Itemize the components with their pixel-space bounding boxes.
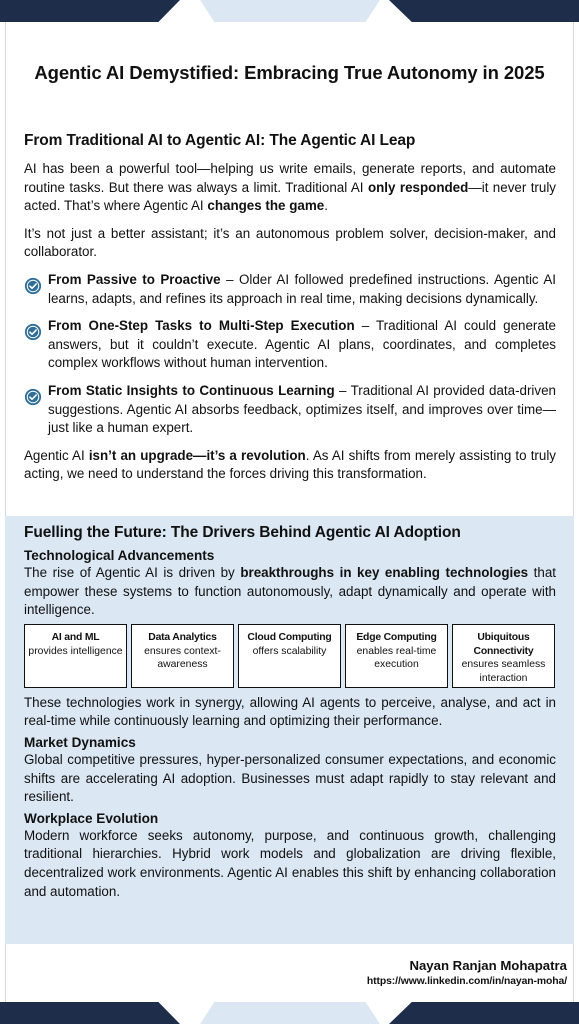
tech-box-ai-ml: AI and ML provides intelligence — [24, 624, 127, 688]
bottom-decorative-band — [0, 1002, 579, 1024]
technological-paragraph: The rise of Agentic AI is driven by breakthroughs in key enabling technologies that empower these systems to function autonomously, adapt dynamically and operate with intelligence. — [24, 565, 557, 618]
assistant-paragraph: It’s not just a better assistant; it’s an autonomous problem solver, decision-maker, and collaborator. — [24, 225, 556, 260]
bullet-text: – Older AI followed predefined instructions. Agentic AI learns, adapts, and refines its approach in real time, making decisions dynamically. — [48, 271, 556, 306]
verified-badge-icon — [24, 323, 42, 341]
author-footer — [367, 958, 567, 987]
revolution-paragraph: Agentic AI isn’t an upgrade—it’s a revolution. As AI shifts from merely assisting to truly acting, we need to understand the forces driving this transformation. — [24, 447, 556, 482]
section-heading: From Traditional AI to Agentic AI: The Agentic AI Leap — [24, 132, 416, 149]
synergy-paragraph: These technologies work in synergy, allowing AI agents to perceive, analyse, and act in real-time while continuously learning and optimizing their performance. — [24, 694, 556, 729]
intro-paragraph: AI has been a powerful tool—helping us write emails, generate reports, and automate routine tasks. But there was always a limit. Traditional AI only responded—it never truly acted. That’s where Agentic AI changes the game. — [24, 161, 557, 214]
subheading-technological: Technological Advancements — [24, 548, 215, 563]
bullet-item — [24, 271, 556, 308]
bullet-lead: From Static Insights to Continuous Learning — [48, 382, 335, 398]
verified-badge-icon — [24, 277, 42, 295]
author-name: Nayan Ranjan Mohapatra — [409, 958, 567, 973]
section-traditional-to-agentic — [24, 132, 556, 493]
page-title: Agentic AI Demystified: Embracing True Autonomy in 2025 — [34, 62, 545, 83]
section-drivers — [5, 516, 574, 944]
top-decorative-band — [0, 0, 579, 22]
tech-box-data-analytics: Data Analytics ensures context-awareness — [131, 624, 234, 688]
bullet-item — [24, 382, 556, 438]
workplace-paragraph: Modern workforce seeks autonomy, purpose, and continuous growth, challenging traditional hierarchies. Hybrid work models and globalization are driving flexible, decentralized work environments. Agentic AI enables this shift by enhancing collaboration and automation. — [24, 827, 556, 899]
tech-box-cloud-computing: Cloud Computing offers scalability — [238, 624, 341, 688]
section-heading: Fuelling the Future: The Drivers Behind Agentic AI Adoption — [24, 524, 461, 541]
market-paragraph: Global competitive pressures, hyper-personalized consumer expectations, and economic shifts are accelerating AI adoption. Businesses must adapt rapidly to stay relevant and resilient. — [24, 751, 556, 805]
bullet-item — [24, 317, 556, 373]
tech-box-edge-computing: Edge Computing enables real-time execution — [345, 624, 448, 688]
subheading-workplace: Workplace Evolution — [24, 810, 159, 826]
author-profile-link[interactable]: https://www.linkedin.com/in/nayan-moha/ — [366, 976, 567, 987]
bullet-text: – Traditional AI provided data-driven suggestions. Agentic AI absorbs feedback, optimizes itself, and improves over time—just like a human expert. — [48, 382, 556, 436]
bullet-lead: From Passive to Proactive — [48, 271, 221, 287]
bullet-lead: From One-Step Tasks to Multi-Step Execution — [48, 318, 355, 334]
technology-boxes — [24, 624, 556, 688]
subheading-market: Market Dynamics — [24, 734, 136, 750]
tech-box-ubiquitous-connectivity: Ubiquitous Connectivity ensures seamless interaction — [452, 624, 555, 688]
verified-badge-icon — [24, 388, 42, 406]
bullet-text: – Traditional AI could generate answers, but it couldn’t execute. Agentic AI plans, coordinates, and completes complex workflows without human intervention. — [48, 318, 556, 371]
